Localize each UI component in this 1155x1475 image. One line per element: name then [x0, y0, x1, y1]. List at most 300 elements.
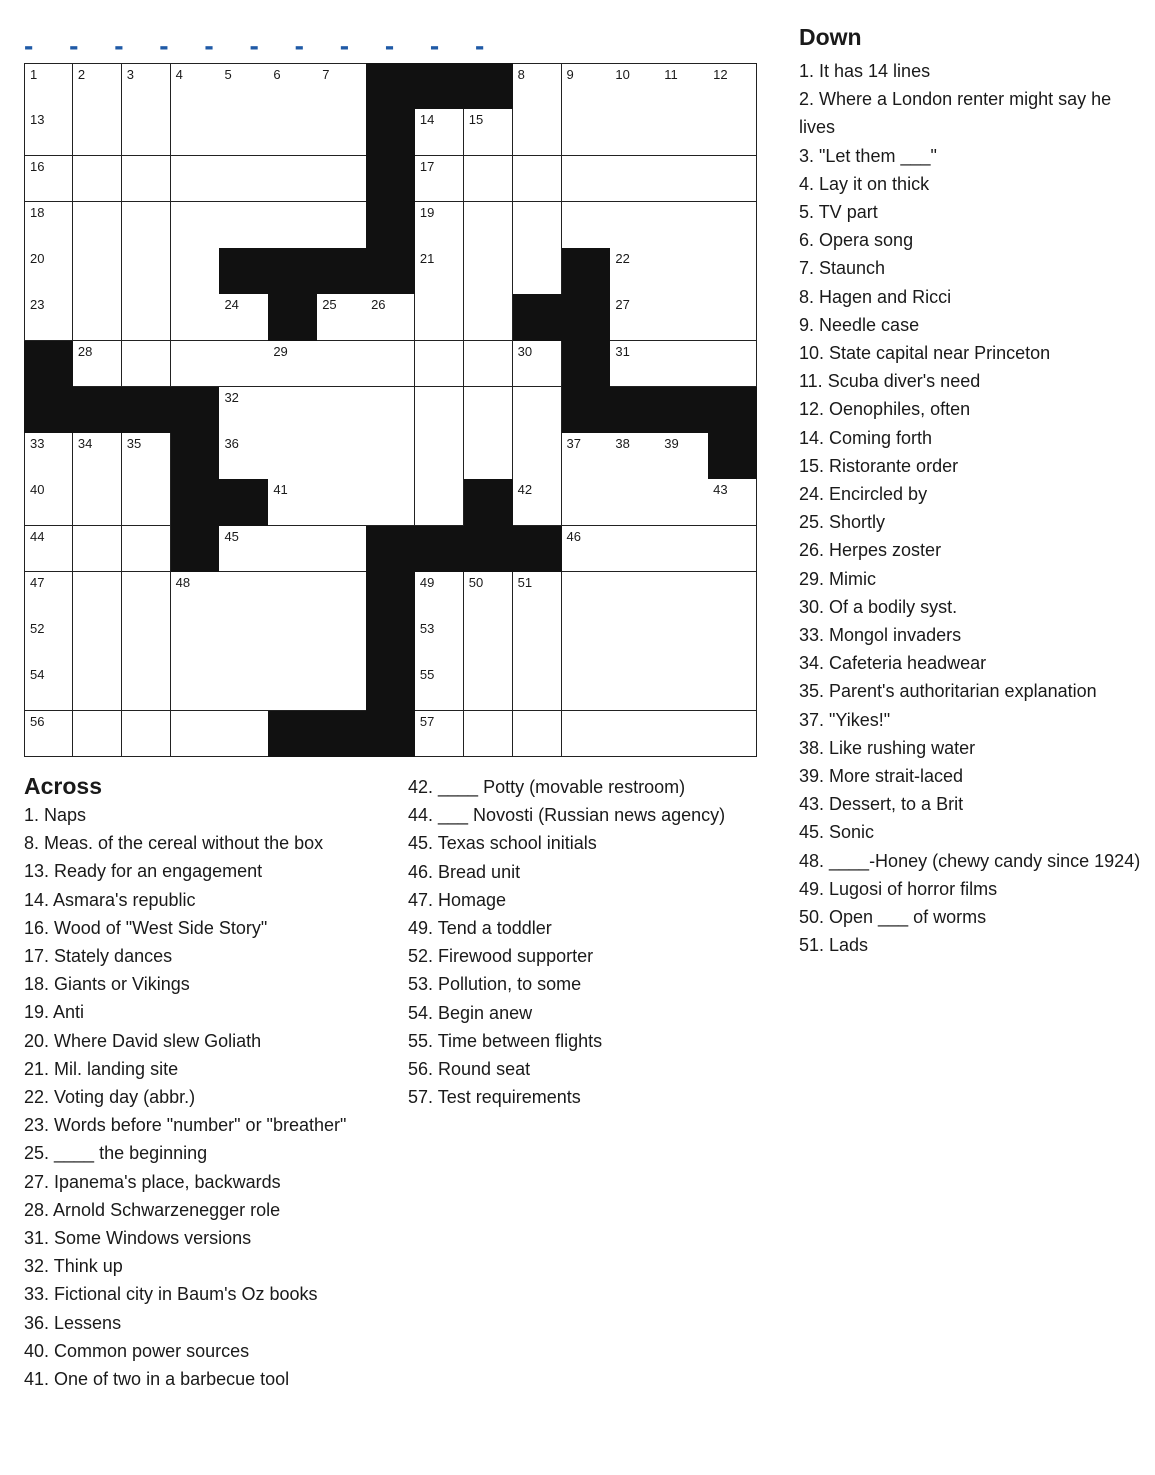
grid-cell[interactable]	[219, 63, 268, 110]
grid-cell[interactable]	[610, 479, 659, 526]
black-square	[171, 387, 220, 434]
grid-cell[interactable]	[219, 618, 268, 665]
down-clue: 15. Ristorante order	[799, 455, 959, 476]
black-square	[171, 433, 220, 480]
across-clue: 41. One of two in a barbecue tool	[24, 1369, 290, 1390]
grid-cell[interactable]	[562, 618, 611, 665]
clue-number: 44	[30, 528, 45, 544]
grid-cell[interactable]	[122, 479, 171, 526]
grid-cell[interactable]	[24, 479, 73, 526]
clue-number: 35	[126, 436, 142, 452]
grid-cell[interactable]	[122, 109, 171, 156]
clue-number: 42	[517, 482, 533, 498]
grid-cell[interactable]	[73, 202, 122, 249]
grid-cell[interactable]	[24, 63, 73, 110]
across-clue: 17. Stately dances	[24, 946, 173, 967]
grid-cell[interactable]	[513, 156, 562, 203]
grid-cell[interactable]	[171, 248, 220, 295]
black-square	[464, 526, 513, 573]
grid-cell[interactable]	[708, 711, 757, 758]
grid-cell[interactable]	[73, 479, 122, 526]
grid-cell[interactable]	[317, 479, 366, 526]
black-square	[366, 711, 415, 758]
grid-cell[interactable]	[513, 433, 562, 480]
grid-cell[interactable]	[708, 294, 757, 341]
grid-cell[interactable]	[415, 341, 464, 388]
down-heading: Down	[799, 24, 862, 50]
clue-number: 41	[273, 482, 288, 498]
grid-cell[interactable]	[268, 202, 317, 249]
down-clue: 38. Like rushing water	[799, 737, 976, 758]
grid-cell[interactable]	[171, 341, 220, 388]
clue-number: 5	[224, 67, 232, 82]
down-clue: 33. Mongol invaders	[799, 625, 962, 646]
across-clue: 14. Asmara's republic	[24, 889, 196, 910]
black-square	[464, 63, 513, 110]
grid-cell[interactable]	[219, 109, 268, 156]
grid-cell[interactable]	[513, 711, 562, 758]
across-clue: 33. Fictional city in Baum's Oz books	[24, 1284, 318, 1305]
down-clue: 10. State capital near Princeton	[799, 343, 1051, 364]
grid-cell[interactable]	[562, 526, 611, 573]
across-clue: 52. Firewood supporter	[408, 946, 594, 967]
black-square	[366, 202, 415, 249]
grid-cell[interactable]	[464, 156, 513, 203]
clue-number: 56	[30, 713, 45, 729]
clue-number: 17	[419, 158, 435, 174]
grid-cell[interactable]	[562, 202, 611, 249]
grid-cell[interactable]	[562, 572, 611, 619]
grid-cell[interactable]	[610, 294, 659, 341]
grid-cell[interactable]	[415, 387, 464, 434]
across-clues-column-2	[408, 773, 768, 1111]
clue-number: 54	[30, 667, 45, 683]
across-clue: 23. Words before "number" or "breather"	[24, 1115, 347, 1136]
grid-cell[interactable]	[171, 711, 220, 758]
clue-number: 11	[664, 67, 678, 82]
grid-cell[interactable]	[562, 664, 611, 711]
grid-cell[interactable]	[122, 63, 171, 110]
clue-number: 29	[273, 343, 288, 359]
grid-cell[interactable]	[73, 341, 122, 388]
grid-cell[interactable]	[464, 711, 513, 758]
black-square	[708, 387, 757, 434]
grid-cell[interactable]	[366, 433, 415, 480]
across-clue: 56. Round seat	[408, 1059, 531, 1080]
down-clue: 7. Staunch	[799, 258, 886, 279]
grid-cell[interactable]	[562, 479, 611, 526]
grid-cell[interactable]	[24, 248, 73, 295]
down-clue: 4. Lay it on thick	[799, 173, 930, 194]
black-square	[366, 109, 415, 156]
across-clue: 16. Wood of "West Side Story"	[24, 917, 268, 938]
grid-cell[interactable]	[317, 433, 366, 480]
grid-cell[interactable]	[708, 479, 757, 526]
grid-cell[interactable]	[122, 294, 171, 341]
grid-cell[interactable]	[610, 156, 659, 203]
clue-number: 50	[468, 574, 484, 590]
across-clue: 40. Common power sources	[24, 1340, 250, 1361]
grid-cell[interactable]	[219, 526, 268, 573]
grid-cell[interactable]	[415, 109, 464, 156]
clue-number: 55	[419, 667, 435, 683]
grid-cell[interactable]	[464, 202, 513, 249]
clue-number: 20	[30, 251, 45, 267]
grid-cell[interactable]	[464, 618, 513, 665]
grid-cell[interactable]	[73, 433, 122, 480]
grid-cell[interactable]	[415, 664, 464, 711]
grid-cell[interactable]	[610, 248, 659, 295]
down-clue: 5. TV part	[799, 202, 878, 223]
down-clue: 26. Herpes zoster	[799, 540, 942, 561]
grid-cell[interactable]	[24, 526, 73, 573]
grid-cell[interactable]	[415, 433, 464, 480]
across-clue: 21. Mil. landing site	[24, 1058, 179, 1079]
across-clue: 55. Time between flights	[408, 1030, 603, 1051]
grid-cell[interactable]	[562, 711, 611, 758]
down-clue: 48. ____-Honey (chewy candy since 1924)	[799, 850, 1141, 871]
grid-cell[interactable]	[464, 664, 513, 711]
grid-cell[interactable]	[24, 109, 73, 156]
grid-cell[interactable]	[513, 664, 562, 711]
grid-cell[interactable]	[317, 109, 366, 156]
across-clues-column-1	[24, 801, 394, 1393]
grid-cell[interactable]	[219, 711, 268, 758]
grid-cell[interactable]	[171, 664, 220, 711]
grid-cell[interactable]	[659, 711, 708, 758]
down-clue: 39. More strait-laced	[799, 766, 964, 787]
grid-cell[interactable]	[366, 479, 415, 526]
down-clue: 1. It has 14 lines	[799, 61, 931, 81]
grid-cell[interactable]	[171, 63, 220, 110]
black-square	[366, 63, 415, 110]
grid-cell[interactable]	[659, 202, 708, 249]
grid-cell[interactable]	[610, 109, 659, 156]
clue-number: 8	[517, 67, 525, 82]
black-square	[219, 248, 268, 295]
clue-number: 6	[273, 67, 281, 82]
grid-cell[interactable]	[73, 711, 122, 758]
grid-cell[interactable]	[122, 664, 171, 711]
grid-cell[interactable]	[268, 63, 317, 110]
grid-cell[interactable]	[513, 618, 562, 665]
grid-cell[interactable]	[317, 572, 366, 619]
grid-cell[interactable]	[659, 526, 708, 573]
grid-cell[interactable]	[73, 664, 122, 711]
grid-cell[interactable]	[659, 109, 708, 156]
grid-cell[interactable]	[268, 618, 317, 665]
grid-cell[interactable]	[659, 664, 708, 711]
grid-cell[interactable]	[73, 294, 122, 341]
grid-cell[interactable]	[268, 572, 317, 619]
grid-cell[interactable]	[464, 109, 513, 156]
black-square	[562, 294, 611, 341]
grid-cell[interactable]	[317, 294, 366, 341]
black-square	[24, 341, 73, 388]
grid-cell[interactable]	[415, 156, 464, 203]
grid-cell[interactable]	[415, 479, 464, 526]
grid-cell[interactable]	[122, 341, 171, 388]
grid-cell[interactable]	[708, 572, 757, 619]
clue-number: 22	[615, 251, 630, 267]
clue-number: 37	[566, 436, 581, 452]
grid-cell[interactable]	[708, 341, 757, 388]
grid-cell[interactable]	[317, 63, 366, 110]
grid-cell[interactable]	[513, 479, 562, 526]
across-clue: 32. Think up	[24, 1256, 123, 1277]
grid-cell[interactable]	[708, 156, 757, 203]
grid-cell[interactable]	[562, 109, 611, 156]
grid-cell[interactable]	[659, 294, 708, 341]
grid-cell[interactable]	[171, 202, 220, 249]
clue-number: 26	[371, 297, 386, 313]
across-clue: 1. Naps	[24, 805, 87, 825]
grid-cell[interactable]	[317, 664, 366, 711]
grid-cell[interactable]	[610, 572, 659, 619]
grid-cell[interactable]	[708, 109, 757, 156]
grid-cell[interactable]	[122, 618, 171, 665]
across-clue: 18. Giants or Vikings	[24, 974, 190, 995]
grid-cell[interactable]	[708, 202, 757, 249]
grid-cell[interactable]	[659, 479, 708, 526]
grid-cell[interactable]	[415, 711, 464, 758]
black-square	[268, 294, 317, 341]
across-clue: 54. Begin anew	[408, 1002, 533, 1023]
grid-cell[interactable]	[415, 202, 464, 249]
grid-cell[interactable]	[268, 341, 317, 388]
down-clue: 6. Opera song	[799, 230, 914, 251]
black-square	[366, 248, 415, 295]
clue-number: 14	[419, 112, 435, 128]
across-clue: 45. Texas school initials	[408, 833, 597, 854]
grid-cell[interactable]	[415, 618, 464, 665]
black-square	[268, 248, 317, 295]
grid-cell[interactable]	[659, 572, 708, 619]
grid-cell[interactable]	[24, 572, 73, 619]
clue-number: 32	[224, 389, 239, 405]
grid-cell[interactable]	[513, 202, 562, 249]
title-fragment: - - - - - - - - - - -	[24, 30, 499, 52]
grid-cell[interactable]	[513, 248, 562, 295]
grid-cell[interactable]	[73, 109, 122, 156]
grid-cell[interactable]	[73, 618, 122, 665]
clue-number: 25	[322, 297, 337, 313]
grid-cell[interactable]	[122, 156, 171, 203]
black-square	[366, 618, 415, 665]
black-square	[708, 433, 757, 480]
across-clue: 25. ____ the beginning	[24, 1143, 208, 1164]
grid-cell[interactable]	[610, 618, 659, 665]
grid-cell[interactable]	[24, 711, 73, 758]
across-clue: 19. Anti	[24, 1002, 85, 1023]
grid-cell[interactable]	[415, 572, 464, 619]
grid-cell[interactable]	[562, 433, 611, 480]
grid-cell[interactable]	[317, 526, 366, 573]
grid-cell[interactable]	[268, 387, 317, 434]
grid-cell[interactable]	[73, 63, 122, 110]
black-square	[610, 387, 659, 434]
grid-cell[interactable]	[122, 433, 171, 480]
clue-number: 10	[615, 67, 630, 82]
grid-cell[interactable]	[659, 618, 708, 665]
down-clue: 49. Lugosi of horror films	[799, 878, 998, 899]
grid-cell[interactable]	[219, 294, 268, 341]
grid-cell[interactable]	[24, 664, 73, 711]
black-square	[219, 479, 268, 526]
grid-cell[interactable]	[659, 248, 708, 295]
grid-cell[interactable]	[268, 433, 317, 480]
grid-cell[interactable]	[122, 711, 171, 758]
grid-cell[interactable]	[219, 202, 268, 249]
clue-number: 53	[419, 621, 435, 637]
grid-cell[interactable]	[171, 109, 220, 156]
down-clue: 45. Sonic	[799, 822, 875, 843]
grid-cell[interactable]	[366, 341, 415, 388]
grid-cell[interactable]	[171, 156, 220, 203]
clue-number: 47	[30, 574, 45, 590]
grid-cell[interactable]	[268, 664, 317, 711]
grid-cell[interactable]	[513, 109, 562, 156]
grid-cell[interactable]	[464, 572, 513, 619]
clue-number: 4	[175, 67, 183, 82]
grid-cell[interactable]	[171, 618, 220, 665]
black-square	[513, 294, 562, 341]
grid-cell[interactable]	[464, 248, 513, 295]
grid-cell[interactable]	[122, 572, 171, 619]
grid-cell[interactable]	[610, 433, 659, 480]
grid-cell[interactable]	[659, 433, 708, 480]
down-clue: 12. Oenophiles, often	[799, 399, 971, 420]
grid-cell[interactable]	[415, 294, 464, 341]
grid-cell[interactable]	[317, 202, 366, 249]
grid-cell[interactable]	[317, 156, 366, 203]
grid-cell[interactable]	[317, 618, 366, 665]
grid-cell[interactable]	[610, 664, 659, 711]
grid-cell[interactable]	[610, 341, 659, 388]
grid-cell[interactable]	[513, 63, 562, 110]
down-clue: 24. Encircled by	[799, 484, 928, 505]
grid-cell[interactable]	[219, 156, 268, 203]
across-clue: 13. Ready for an engagement	[24, 861, 263, 882]
black-square	[415, 526, 464, 573]
grid-cell[interactable]	[24, 618, 73, 665]
grid-cell[interactable]	[562, 156, 611, 203]
grid-cell[interactable]	[659, 63, 708, 110]
grid-cell[interactable]	[24, 156, 73, 203]
grid-cell[interactable]	[464, 341, 513, 388]
grid-cell[interactable]	[610, 711, 659, 758]
grid-cell[interactable]	[73, 248, 122, 295]
grid-cell[interactable]	[122, 526, 171, 573]
grid-cell[interactable]	[513, 341, 562, 388]
clue-number: 31	[615, 343, 630, 359]
clue-number: 15	[468, 112, 484, 128]
grid-cell[interactable]	[610, 202, 659, 249]
grid-cell[interactable]	[317, 341, 366, 388]
clue-number: 46	[566, 528, 581, 544]
grid-cell[interactable]	[219, 341, 268, 388]
grid-cell[interactable]	[708, 664, 757, 711]
grid-cell[interactable]	[708, 618, 757, 665]
black-square	[415, 63, 464, 110]
down-clue: 14. Coming forth	[799, 427, 933, 448]
grid-cell[interactable]	[171, 294, 220, 341]
grid-cell[interactable]	[268, 109, 317, 156]
grid-cell[interactable]	[659, 156, 708, 203]
grid-cell[interactable]	[513, 387, 562, 434]
across-clue: 57. Test requirements	[408, 1087, 581, 1108]
grid-cell[interactable]	[268, 526, 317, 573]
black-square	[268, 711, 317, 758]
grid-cell[interactable]	[659, 341, 708, 388]
grid-cell[interactable]	[268, 479, 317, 526]
clue-number: 23	[30, 297, 45, 313]
down-clue: 35. Parent's authoritarian explanation	[799, 681, 1097, 702]
clue-number: 21	[419, 251, 435, 267]
grid-cell[interactable]	[73, 572, 122, 619]
clue-number: 48	[175, 574, 191, 590]
grid-cell[interactable]	[464, 294, 513, 341]
across-clue: 27. Ipanema's place, backwards	[24, 1171, 281, 1192]
grid-cell[interactable]	[219, 433, 268, 480]
clue-number: 2	[77, 67, 86, 82]
down-clues	[799, 57, 1144, 960]
grid-cell[interactable]	[219, 572, 268, 619]
grid-cell[interactable]	[464, 387, 513, 434]
grid-cell[interactable]	[708, 248, 757, 295]
grid-cell[interactable]	[24, 294, 73, 341]
grid-cell[interactable]	[366, 294, 415, 341]
grid-cell[interactable]	[317, 387, 366, 434]
grid-cell[interactable]	[24, 202, 73, 249]
across-heading: Across	[24, 773, 102, 799]
down-clue: 29. Mimic	[799, 568, 877, 589]
black-square	[659, 387, 708, 434]
grid-cell[interactable]	[219, 387, 268, 434]
grid-cell[interactable]	[708, 526, 757, 573]
grid-cell[interactable]	[122, 248, 171, 295]
grid-cell[interactable]	[562, 63, 611, 110]
grid-cell[interactable]	[268, 156, 317, 203]
clue-number: 39	[664, 436, 679, 452]
grid-cell[interactable]	[366, 387, 415, 434]
black-square	[366, 526, 415, 573]
grid-cell[interactable]	[513, 572, 562, 619]
grid-cell[interactable]	[24, 433, 73, 480]
black-square	[562, 341, 611, 388]
across-clue: 44. ___ Novosti (Russian news agency)	[408, 805, 726, 826]
crossword-grid	[24, 63, 757, 757]
clue-number: 1	[30, 67, 38, 82]
grid-cell[interactable]	[610, 63, 659, 110]
grid-cell[interactable]	[219, 664, 268, 711]
grid-cell[interactable]	[415, 248, 464, 295]
grid-cell[interactable]	[171, 572, 220, 619]
across-clue: 8. Meas. of the cereal without the box	[24, 833, 324, 854]
grid-cell[interactable]	[610, 526, 659, 573]
clue-number: 16	[30, 158, 45, 174]
black-square	[562, 387, 611, 434]
grid-cell[interactable]	[708, 63, 757, 110]
down-clue: 37. "Yikes!"	[799, 709, 891, 730]
clue-number: 38	[615, 436, 630, 452]
grid-cell[interactable]	[464, 433, 513, 480]
grid-cell[interactable]	[122, 202, 171, 249]
grid-cell[interactable]	[73, 526, 122, 573]
across-clue: 47. Homage	[408, 889, 507, 910]
grid-cell[interactable]	[73, 156, 122, 203]
black-square	[171, 526, 220, 573]
